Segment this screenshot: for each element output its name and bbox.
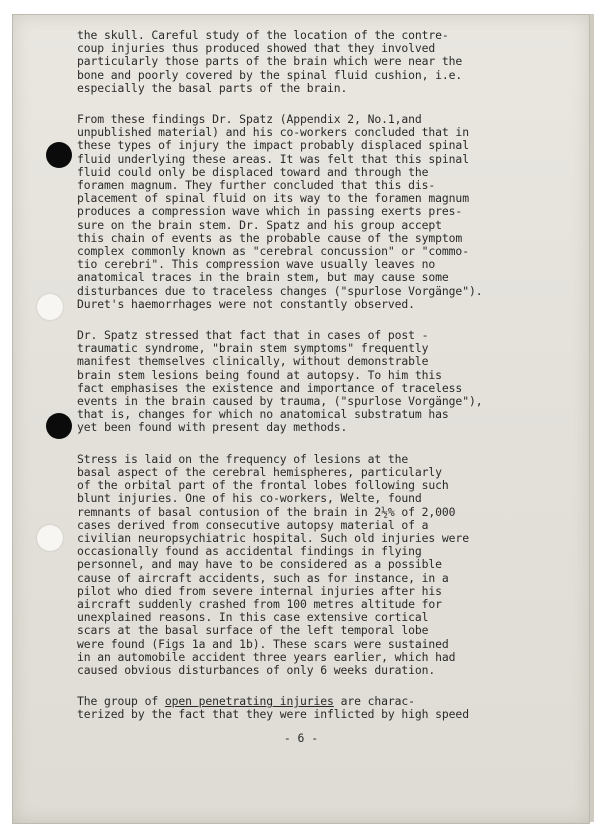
text-line: scars at the basal surface of the left temporal lobe: [77, 623, 429, 638]
text-fragment: The group of: [77, 694, 165, 709]
text-line: brain stem lesions being found at autopsy. To him this: [77, 367, 442, 382]
paragraph-3: [77, 329, 577, 435]
text-line: caused obvious disturbances of only 6 weeks duration.: [77, 662, 436, 677]
text-line: these types of injury the impact probably displaced spinal: [77, 138, 469, 153]
text-line: yet been found with present day methods.: [77, 420, 348, 435]
text-line: sure on the brain stem. Dr. Spatz and his group accept: [77, 217, 442, 232]
text-line: coup injuries thus produced showed that they involved: [77, 41, 436, 56]
text-line: in an automobile accident three years earlier, which had: [77, 649, 456, 664]
punch-hole-3: [46, 413, 72, 439]
text-line: this chain of events as the probable cause of the symptom: [77, 230, 463, 245]
paragraph-4: [77, 453, 577, 677]
text-line: especially the basal parts of the brain.: [77, 80, 348, 95]
text-line: fluid underlying these areas. It was felt that this spinal: [77, 151, 469, 166]
punch-hole-1: [46, 142, 72, 168]
text-line: From these findings Dr. Spatz (Appendix 2, No.1,and: [77, 112, 422, 127]
text-line: placement of spinal fluid on its way to the foramen magnum: [77, 191, 469, 206]
paragraph-2: [77, 113, 577, 311]
page-number: - 6 -: [283, 731, 319, 745]
punch-hole-4: [37, 525, 63, 551]
text-line: anatomical traces in the brain stem, but may cause some: [77, 270, 449, 285]
text-line: unexplained reasons. In this case extensive cortical: [77, 610, 429, 625]
text-line: events in the brain caused by trauma, ("spurlose Vorgänge"),: [77, 394, 483, 409]
text-line: tio cerebri". This compression wave usually leaves no: [77, 257, 436, 272]
text-line: cause of aircraft accidents, such as for instance, in a: [77, 570, 449, 585]
text-line: of the orbital part of the frontal lobes following such: [77, 478, 449, 493]
text-line: terized by the fact that they were inflicted by high speed: [77, 707, 469, 722]
text-line: particularly those parts of the brain which were near the: [77, 54, 463, 69]
text-line: Dr. Spatz stressed that fact that in cases of post -: [77, 328, 429, 343]
text-line: Duret's haemorrhages were not constantly observed.: [77, 296, 415, 311]
text-line: traumatic syndrome, "brain stem symptoms" frequently: [77, 341, 429, 356]
text-line: occasionally found as accidental findings in flying: [77, 544, 422, 559]
text-line: unpublished material) and his co-workers concluded that in: [77, 125, 469, 140]
body-text: [77, 29, 577, 740]
text-fragment: are charac-: [333, 694, 415, 709]
text-line: blunt injuries. One of his co-workers, Welte, found: [77, 491, 422, 506]
text-line: pilot who died from severe internal injuries after his: [77, 583, 442, 598]
paragraph-last: [77, 695, 577, 721]
text-line: cases derived from consecutive autopsy material of a: [77, 517, 429, 532]
text-line: fact emphasises the existence and importance of traceless: [77, 380, 463, 395]
text-line: that is, changes for which no anatomical substratum has: [77, 407, 449, 422]
text-line: basal aspect of the cerebral hemispheres, particularly: [77, 464, 442, 479]
text-line: foramen magnum. They further concluded that this dis-: [77, 178, 436, 193]
paragraph-1: [77, 29, 577, 95]
text-line: civilian neuropsychiatric hospital. Such old injuries were: [77, 530, 469, 545]
text-line: produces a compression wave which in passing exerts pres-: [77, 204, 463, 219]
text-line: fluid could only be displaced toward and through the: [77, 164, 429, 179]
underlined-phrase: open penetrating injuries: [164, 694, 334, 709]
text-line: complex commonly known as "cerebral concussion" or "commo-: [77, 244, 469, 259]
text-line: disturbances due to traceless changes ("spurlose Vorgänge").: [77, 283, 483, 298]
document-page: [12, 14, 590, 824]
text-line: personnel, and may have to be considered as a possible: [77, 557, 442, 572]
text-line: remnants of basal contusion of the brain in 2½% of 2,000: [77, 504, 456, 519]
text-line: the skull. Careful study of the location of the contre-: [77, 28, 449, 42]
text-line: aircraft suddenly crashed from 100 metres altitude for: [77, 596, 442, 611]
text-line: Stress is laid on the frequency of lesions at the: [77, 451, 409, 466]
punch-hole-2: [37, 294, 63, 320]
text-line: manifest themselves clinically, without demonstrable: [77, 354, 429, 369]
text-line: bone and poorly covered by the spinal fluid cushion, i.e.: [77, 67, 463, 82]
text-line: were found (Figs 1a and 1b). These scars were sustained: [77, 636, 449, 651]
